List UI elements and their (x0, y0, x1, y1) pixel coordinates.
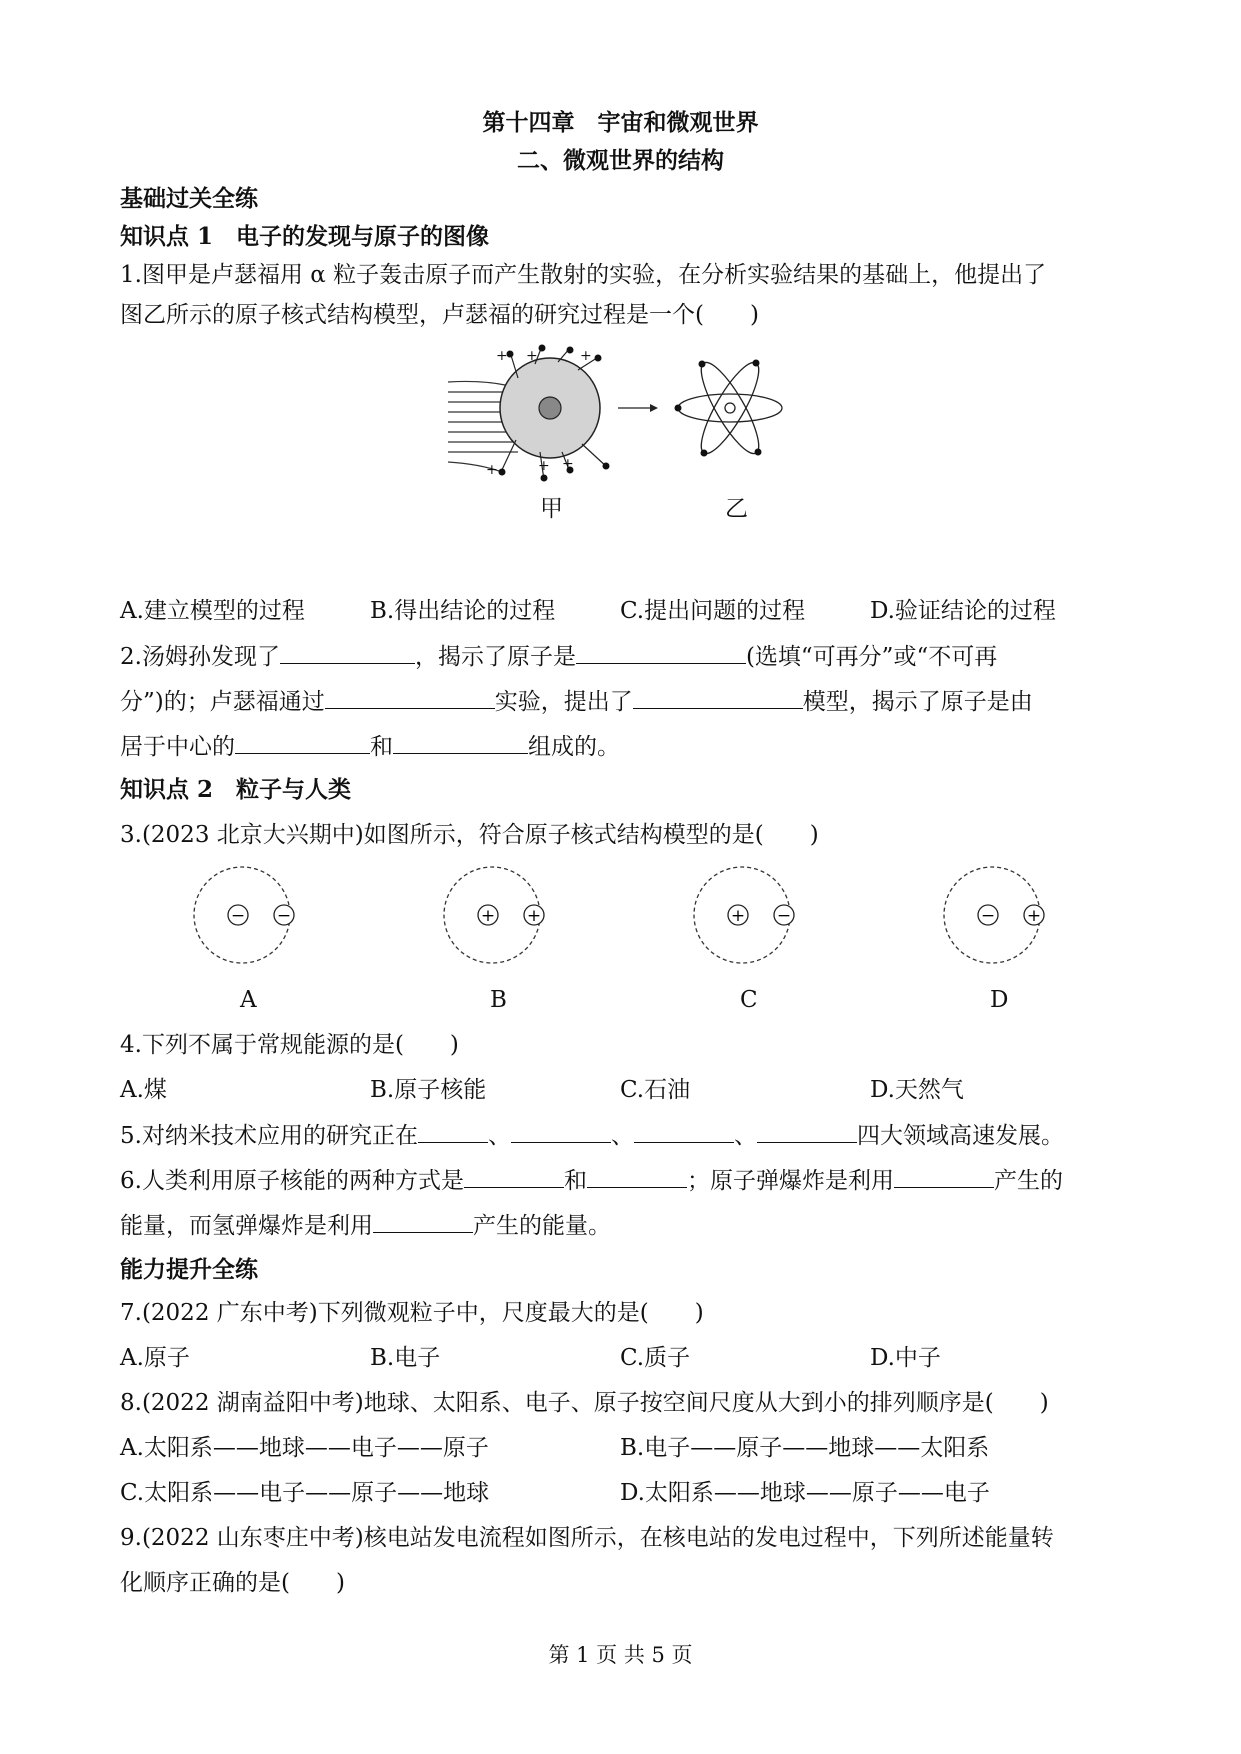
q3-label-c: C (740, 987, 758, 1013)
q5-blank-1[interactable] (418, 1120, 488, 1143)
part-heading-basic: 基础过关全练 (120, 185, 258, 212)
svg-text:+: + (526, 348, 538, 364)
q5-separator: 、 (487, 1123, 511, 1149)
q5-line (120, 1120, 1064, 1151)
q6-text: 产生的能量。 (473, 1213, 611, 1239)
q1-figure-label-a: 甲 (540, 496, 563, 522)
q4-option-d: D.天然气 (870, 1077, 964, 1103)
q2-blank-4[interactable] (633, 686, 803, 709)
q7-option-c: C.质子 (620, 1345, 691, 1371)
q2-text: (选填“可再分”或“不可再 (745, 644, 998, 670)
q5-blank-3[interactable] (634, 1120, 734, 1143)
q8-option-d: D.太阳系——地球——原子——电子 (620, 1480, 990, 1506)
q7-stem: 7.(2022 广东中考)下列微观粒子中，尺度最大的是( ) (120, 1300, 704, 1326)
q1-option-c: C.提出问题的过程 (620, 598, 806, 624)
q3-label-b: B (490, 987, 507, 1013)
q2-text: 模型，揭示了原子是由 (802, 689, 1033, 715)
q1-rutherford-figure (440, 340, 820, 525)
q6-blank-2[interactable] (587, 1165, 687, 1188)
q2-text: ，揭示了原子是 (414, 644, 576, 670)
svg-text:+: + (496, 348, 508, 364)
q3-charge-sign-a-1: − (230, 906, 246, 926)
q6-blank-1[interactable] (464, 1165, 564, 1188)
q2-blank-1[interactable] (280, 641, 415, 664)
q6-blank-4[interactable] (373, 1210, 473, 1233)
q2-text: 和 (370, 734, 393, 760)
q2-text: 实验，提出了 (494, 689, 633, 715)
q4-option-a: A.煤 (120, 1077, 167, 1103)
q7-option-a: A.原子 (120, 1345, 190, 1371)
q2-blank-6[interactable] (393, 731, 528, 754)
svg-text:+: + (538, 458, 550, 474)
q6-text: 和 (563, 1168, 587, 1194)
svg-text:+: + (562, 456, 574, 472)
q3-label-d: D (990, 987, 1009, 1013)
q6-text: ；原子弹爆炸是利用 (686, 1168, 894, 1194)
q6-text: 产生的 (993, 1168, 1063, 1194)
q2-text: 组成的。 (528, 734, 620, 760)
q2-blank-2[interactable] (576, 641, 746, 664)
q6-line2 (120, 1210, 611, 1241)
q1-option-a: A.建立模型的过程 (120, 598, 305, 624)
q5-blank-4[interactable] (757, 1120, 857, 1143)
q2-text: 2.汤姆孙发现了 (120, 644, 280, 670)
chapter-title: 第十四章 宇宙和微观世界 (482, 109, 759, 136)
q2-blank-5[interactable] (235, 731, 370, 754)
q1-option-d: D.验证结论的过程 (870, 598, 1056, 624)
q2-blank-3[interactable] (325, 686, 495, 709)
q2-text: 居于中心的 (120, 734, 235, 760)
q3-charge-sign-b-1: + (480, 906, 496, 926)
q6-blank-3[interactable] (894, 1165, 994, 1188)
q4-stem: 4.下列不属于常规能源的是( ) (120, 1032, 459, 1058)
q6-line1 (120, 1165, 1063, 1196)
q5-text: 四大领域高速发展。 (856, 1123, 1064, 1149)
q5-text: 5.对纳米技术应用的研究正在 (120, 1123, 418, 1149)
q7-option-d: D.中子 (870, 1345, 941, 1371)
q1-figure-label-b: 乙 (725, 496, 748, 522)
q3-stem: 3.(2023 北京大兴期中)如图所示，符合原子核式结构模型的是( ) (120, 822, 819, 848)
q3-atom-options-figure (180, 860, 1080, 970)
q5-separator: 、 (610, 1123, 634, 1149)
q8-option-c: C.太阳系——电子——原子——地球 (120, 1480, 490, 1506)
q3-charge-sign-c-2: − (776, 906, 792, 926)
q1-stem-line2: 图乙所示的原子核式结构模型，卢瑟福的研究过程是一个( ) (120, 302, 759, 328)
q3-charge-sign-c-1: + (730, 906, 746, 926)
svg-text:+: + (486, 462, 498, 478)
q9-stem-line2: 化顺序正确的是( ) (120, 1570, 345, 1596)
knowledge-point-1: 知识点 1 电子的发现与原子的图像 (120, 223, 490, 250)
q8-option-b: B.电子——原子——地球——太阳系 (620, 1435, 990, 1461)
knowledge-point-2: 知识点 2 粒子与人类 (120, 776, 352, 803)
q2-line3 (120, 731, 620, 762)
part-heading-ability: 能力提升全练 (120, 1256, 258, 1283)
q5-separator: 、 (733, 1123, 757, 1149)
page-footer: 第 1 页 共 5 页 (548, 1643, 693, 1667)
q9-stem-line1: 9.(2022 山东枣庄中考)核电站发电流程如图所示，在核电站的发电过程中，下列所述能量转 (120, 1525, 1054, 1551)
q8-stem: 8.(2022 湖南益阳中考)地球、太阳系、电子、原子按空间尺度从大到小的排列顺序是( ) (120, 1390, 1049, 1416)
q2-line1 (120, 641, 997, 672)
q3-charge-sign-d-1: − (980, 906, 996, 926)
section-title: 二、微观世界的结构 (517, 147, 724, 174)
q4-option-c: C.石油 (620, 1077, 691, 1103)
q1-option-b: B.得出结论的过程 (370, 598, 556, 624)
q2-text: 分”)的；卢瑟福通过 (120, 689, 325, 715)
q3-charge-sign-d-2: + (1026, 906, 1042, 926)
q3-label-a: A (240, 987, 257, 1013)
q3-charge-sign-a-2: − (276, 906, 292, 926)
q6-text: 6.人类利用原子核能的两种方式是 (120, 1168, 464, 1194)
q8-option-a: A.太阳系——地球——电子——原子 (120, 1435, 489, 1461)
q5-blank-2[interactable] (511, 1120, 611, 1143)
q6-text: 能量，而氢弹爆炸是利用 (120, 1213, 373, 1239)
q4-option-b: B.原子核能 (370, 1077, 487, 1103)
svg-text:+: + (580, 348, 592, 364)
q1-stem-line1: 1.图甲是卢瑟福用 α 粒子轰击原子而产生散射的实验，在分析实验结果的基础上，他提出了 (120, 262, 1047, 288)
q3-charge-sign-b-2: + (526, 906, 542, 926)
q2-line2 (120, 686, 1033, 717)
q7-option-b: B.电子 (370, 1345, 441, 1371)
